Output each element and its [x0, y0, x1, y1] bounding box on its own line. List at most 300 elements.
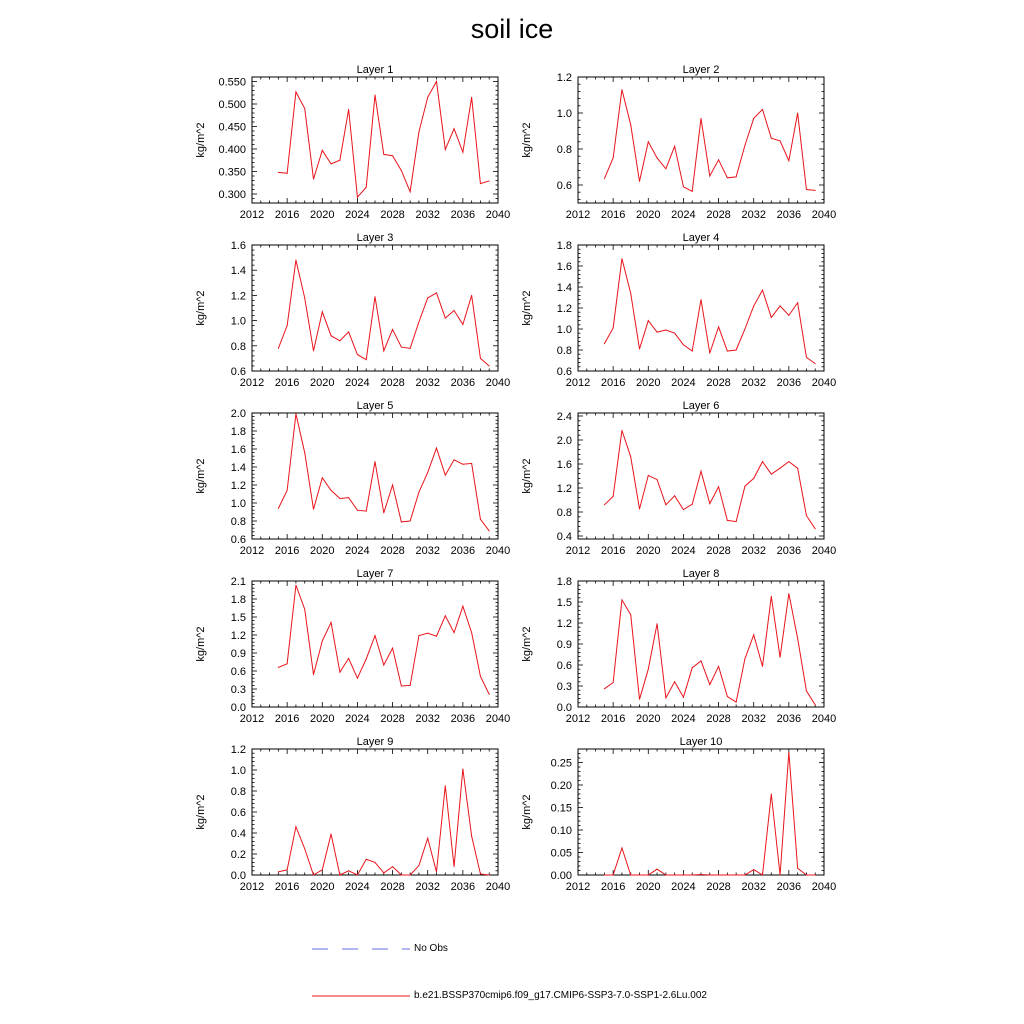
y-tick-label: 0.00	[550, 870, 572, 882]
y-tick-label: 0.6	[230, 807, 246, 819]
x-tick-label: 2020	[636, 881, 661, 893]
data-point	[780, 875, 781, 876]
data-point	[683, 186, 684, 187]
data-point	[410, 191, 411, 192]
data-point	[639, 181, 640, 182]
data-point	[736, 176, 737, 177]
data-point	[744, 658, 745, 659]
data-point	[753, 634, 754, 635]
data-point	[313, 350, 314, 351]
data-point	[357, 197, 358, 198]
y-axis-label: kg/m^2	[521, 122, 533, 158]
y-tick-label: 0.300	[218, 189, 246, 201]
data-point	[383, 154, 384, 155]
y-tick-label: 0.8	[230, 786, 246, 798]
y-tick-label: 0.6	[230, 666, 246, 678]
data-point	[410, 348, 411, 349]
y-tick-label: 0.0	[230, 702, 246, 714]
panel-layer-10	[521, 736, 836, 893]
data-point	[489, 530, 490, 531]
data-point	[331, 163, 332, 164]
data-point	[480, 519, 481, 520]
data-point	[657, 158, 658, 159]
data-point	[788, 160, 789, 161]
series-line	[278, 585, 489, 694]
data-point	[366, 187, 367, 188]
x-tick-label: 2016	[600, 209, 626, 221]
y-tick-label: 1.2	[230, 630, 246, 642]
x-tick-label: 2032	[415, 881, 440, 893]
data-point	[806, 875, 807, 876]
data-point	[427, 297, 428, 298]
y-tick-label: 0.20	[550, 780, 572, 792]
data-point	[287, 173, 288, 174]
data-point	[471, 632, 472, 633]
data-point	[304, 297, 305, 298]
data-point	[604, 504, 605, 505]
y-tick-label: 0.3	[556, 681, 572, 693]
data-point	[709, 684, 710, 685]
x-tick-label: 2028	[706, 713, 731, 725]
data-point	[674, 875, 675, 876]
data-point	[454, 632, 455, 633]
data-point	[604, 178, 605, 179]
x-tick-label: 2032	[741, 713, 766, 725]
data-point	[797, 113, 798, 114]
data-point	[780, 468, 781, 469]
data-point	[348, 870, 349, 871]
series-line	[278, 260, 489, 366]
data-point	[648, 875, 649, 876]
x-tick-label: 2020	[636, 545, 661, 557]
x-tick-label: 2036	[776, 545, 802, 557]
y-tick-label: 1.0	[230, 765, 246, 777]
data-point	[621, 89, 622, 90]
x-tick-label: 2036	[450, 377, 476, 389]
y-axis-label: kg/m^2	[195, 626, 207, 662]
data-point	[718, 875, 719, 876]
data-point	[436, 81, 437, 82]
data-point	[357, 354, 358, 355]
x-tick-label: 2012	[239, 377, 265, 389]
y-tick-label: 0.500	[218, 99, 246, 111]
data-point	[727, 520, 728, 521]
data-point	[692, 875, 693, 876]
data-point	[683, 344, 684, 345]
data-point	[375, 95, 376, 96]
data-point	[727, 696, 728, 697]
data-point	[815, 528, 816, 529]
data-point	[701, 471, 702, 472]
x-tick-label: 2028	[706, 377, 731, 389]
x-tick-label: 2036	[776, 377, 802, 389]
x-tick-label: 2040	[811, 377, 837, 389]
data-point	[806, 690, 807, 691]
x-tick-label: 2020	[310, 545, 335, 557]
data-point	[621, 430, 622, 431]
x-tick-label: 2016	[600, 713, 626, 725]
y-tick-label: 0.6	[230, 366, 246, 378]
data-point	[657, 869, 658, 870]
data-point	[480, 873, 481, 874]
data-point	[331, 490, 332, 491]
y-tick-label: 1.5	[230, 612, 246, 624]
data-point	[621, 258, 622, 259]
y-tick-label: 0.8	[556, 507, 572, 519]
x-tick-label: 2024	[671, 545, 696, 557]
data-point	[788, 461, 789, 462]
panel-layer-2	[521, 64, 836, 221]
data-point	[762, 666, 763, 667]
series-line	[278, 82, 489, 198]
data-point	[375, 862, 376, 863]
data-point	[339, 160, 340, 161]
data-point	[709, 176, 710, 177]
x-tick-label: 2040	[811, 545, 837, 557]
data-point	[392, 866, 393, 867]
data-point	[295, 413, 296, 414]
x-tick-label: 2016	[274, 881, 300, 893]
plot-frame	[578, 581, 824, 707]
data-point	[331, 834, 332, 835]
y-tick-label: 1.2	[230, 744, 246, 756]
x-tick-label: 2020	[310, 881, 335, 893]
data-point	[797, 638, 798, 639]
data-point	[736, 350, 737, 351]
data-point	[683, 509, 684, 510]
data-point	[613, 496, 614, 497]
data-point	[348, 109, 349, 110]
plot-frame	[578, 245, 824, 371]
y-tick-label: 0.8	[230, 340, 246, 353]
data-point	[471, 295, 472, 296]
data-point	[357, 510, 358, 511]
data-point	[815, 704, 816, 705]
x-tick-label: 2024	[671, 881, 696, 893]
data-point	[357, 678, 358, 679]
y-tick-label: 1.4	[556, 282, 572, 294]
y-tick-label: 0.6	[230, 534, 246, 546]
data-point	[621, 848, 622, 849]
x-tick-label: 2016	[600, 881, 626, 893]
data-point	[753, 478, 754, 479]
data-point	[604, 875, 605, 876]
data-point	[287, 869, 288, 870]
data-point	[401, 875, 402, 876]
data-point	[339, 340, 340, 341]
data-point	[771, 138, 772, 139]
data-point	[780, 140, 781, 141]
x-tick-label: 2020	[310, 713, 335, 725]
data-point	[401, 347, 402, 348]
data-point	[331, 335, 332, 336]
x-tick-label: 2012	[239, 881, 265, 893]
data-point	[762, 290, 763, 291]
x-tick-label: 2036	[776, 209, 802, 221]
y-tick-label: 1.6	[230, 444, 246, 456]
y-tick-label: 0.6	[556, 366, 572, 378]
data-point	[375, 635, 376, 636]
y-tick-label: 0.450	[218, 121, 246, 134]
x-tick-label: 2028	[706, 881, 731, 893]
data-point	[657, 332, 658, 333]
x-tick-label: 2028	[380, 881, 405, 893]
data-point	[762, 109, 763, 110]
plot-frame	[578, 413, 824, 539]
data-point	[322, 311, 323, 312]
data-point	[480, 183, 481, 184]
data-point	[744, 145, 745, 146]
data-point	[401, 170, 402, 171]
x-tick-label: 2028	[706, 209, 731, 221]
y-tick-label: 1.6	[230, 240, 246, 252]
x-tick-label: 2040	[811, 881, 837, 893]
y-tick-label: 1.2	[556, 618, 572, 630]
data-point	[427, 633, 428, 634]
data-point	[295, 585, 296, 586]
data-point	[665, 875, 666, 876]
data-point	[339, 498, 340, 499]
data-point	[806, 515, 807, 516]
data-point	[418, 131, 419, 132]
data-point	[410, 521, 411, 522]
data-point	[639, 509, 640, 510]
data-point	[771, 474, 772, 475]
x-tick-label: 2032	[741, 209, 766, 221]
data-point	[604, 343, 605, 344]
data-point	[436, 448, 437, 449]
x-tick-label: 2036	[776, 713, 802, 725]
data-point	[348, 497, 349, 498]
data-point	[295, 260, 296, 261]
data-point	[383, 872, 384, 873]
y-tick-label: 1.6	[556, 459, 572, 471]
data-point	[462, 768, 463, 769]
data-point	[445, 785, 446, 786]
data-point	[295, 91, 296, 92]
legend-no-obs-label: No Obs	[414, 943, 448, 954]
data-point	[375, 461, 376, 462]
data-point	[648, 320, 649, 321]
panel-title: Layer 6	[682, 400, 720, 412]
x-tick-label: 2032	[415, 377, 440, 389]
data-point	[480, 358, 481, 359]
data-point	[304, 848, 305, 849]
x-tick-label: 2020	[310, 209, 335, 221]
data-point	[401, 686, 402, 687]
data-point	[692, 351, 693, 352]
data-point	[480, 676, 481, 677]
data-point	[331, 622, 332, 623]
x-tick-label: 2028	[706, 545, 731, 557]
data-point	[788, 752, 789, 753]
data-point	[604, 688, 605, 689]
data-point	[489, 180, 490, 181]
data-point	[630, 875, 631, 876]
data-point	[436, 292, 437, 293]
x-tick-label: 2040	[811, 209, 837, 221]
data-point	[613, 875, 614, 876]
data-point	[613, 158, 614, 159]
data-point	[639, 875, 640, 876]
data-point	[392, 485, 393, 486]
data-point	[780, 305, 781, 306]
y-tick-label: 2.0	[556, 435, 572, 447]
data-point	[366, 359, 367, 360]
panel-layer-4	[521, 232, 836, 389]
data-point	[718, 666, 719, 667]
data-point	[630, 124, 631, 125]
y-tick-label: 0.10	[550, 825, 572, 837]
y-axis-label: kg/m^2	[521, 290, 533, 326]
x-tick-label: 2012	[239, 545, 265, 557]
data-point	[648, 141, 649, 142]
data-point	[278, 172, 279, 173]
y-tick-label: 1.2	[556, 483, 572, 495]
y-tick-label: 0.6	[556, 180, 572, 192]
data-point	[278, 348, 279, 349]
x-tick-label: 2012	[239, 713, 265, 725]
x-tick-label: 2036	[450, 713, 476, 725]
data-point	[788, 593, 789, 594]
panel-layer-7	[195, 568, 510, 725]
data-point	[445, 615, 446, 616]
y-tick-label: 0.350	[218, 166, 246, 179]
data-point	[683, 697, 684, 698]
y-axis-label: kg/m^2	[521, 794, 533, 830]
y-tick-label: 0.8	[556, 144, 572, 156]
data-point	[771, 317, 772, 318]
y-tick-label: 1.0	[230, 315, 246, 328]
data-point	[815, 875, 816, 876]
x-tick-label: 2032	[741, 377, 766, 389]
data-point	[366, 511, 367, 512]
data-point	[657, 479, 658, 480]
data-point	[665, 504, 666, 505]
data-point	[806, 357, 807, 358]
data-point	[489, 365, 490, 366]
x-tick-label: 2016	[274, 545, 300, 557]
panel-title: Layer 10	[679, 736, 723, 748]
x-tick-label: 2036	[450, 209, 476, 221]
x-tick-label: 2032	[741, 545, 766, 557]
x-tick-label: 2020	[636, 713, 661, 725]
x-tick-label: 2032	[415, 209, 440, 221]
y-tick-label: 0.15	[550, 802, 572, 815]
data-point	[674, 681, 675, 682]
x-tick-label: 2032	[415, 713, 440, 725]
data-point	[322, 641, 323, 642]
data-point	[489, 875, 490, 876]
data-point	[771, 596, 772, 597]
data-point	[744, 329, 745, 330]
y-tick-label: 1.8	[230, 426, 246, 438]
x-tick-label: 2024	[671, 209, 696, 221]
y-axis-label: kg/m^2	[195, 290, 207, 326]
data-point	[295, 826, 296, 827]
y-tick-label: 1.8	[556, 576, 572, 588]
panel-layer-5	[195, 400, 510, 557]
y-axis-label: kg/m^2	[195, 458, 207, 494]
data-point	[313, 179, 314, 180]
data-point	[797, 868, 798, 869]
x-tick-label: 2012	[565, 209, 591, 221]
data-point	[674, 333, 675, 334]
data-point	[753, 118, 754, 119]
x-tick-label: 2024	[671, 713, 696, 725]
data-point	[744, 875, 745, 876]
panel-title: Layer 1	[356, 64, 394, 76]
data-point	[648, 669, 649, 670]
data-point	[366, 859, 367, 860]
data-point	[753, 869, 754, 870]
data-point	[639, 348, 640, 349]
panel-title: Layer 8	[682, 568, 720, 580]
panel-layer-3	[195, 232, 510, 389]
y-tick-label: 1.4	[230, 462, 246, 474]
x-tick-label: 2028	[380, 713, 405, 725]
y-tick-label: 0.05	[550, 847, 572, 860]
data-point	[701, 660, 702, 661]
data-point	[410, 685, 411, 686]
y-tick-label: 0.550	[218, 76, 246, 89]
x-tick-label: 2020	[636, 209, 661, 221]
data-point	[322, 869, 323, 870]
panel-title: Layer 4	[682, 232, 720, 244]
data-point	[683, 875, 684, 876]
data-point	[709, 875, 710, 876]
data-point	[718, 326, 719, 327]
y-tick-label: 1.4	[230, 265, 246, 278]
data-point	[454, 866, 455, 867]
data-point	[278, 871, 279, 872]
x-tick-label: 2012	[565, 377, 591, 389]
data-point	[348, 331, 349, 332]
data-point	[489, 694, 490, 695]
data-point	[357, 875, 358, 876]
series-line	[604, 594, 815, 705]
data-point	[727, 351, 728, 352]
data-point	[418, 492, 419, 493]
data-point	[780, 657, 781, 658]
x-tick-label: 2040	[485, 377, 511, 389]
data-point	[383, 512, 384, 513]
data-point	[621, 599, 622, 600]
data-point	[304, 452, 305, 453]
panel-title: Layer 2	[682, 64, 720, 76]
data-point	[806, 189, 807, 190]
data-point	[462, 324, 463, 325]
y-tick-label: 0.3	[230, 684, 246, 696]
data-point	[788, 315, 789, 316]
y-tick-label: 2.1	[230, 576, 246, 588]
x-tick-label: 2040	[485, 881, 511, 893]
data-point	[815, 190, 816, 191]
data-point	[692, 191, 693, 192]
panel-layer-6	[521, 400, 836, 557]
data-point	[322, 150, 323, 151]
x-tick-label: 2024	[671, 377, 696, 389]
data-point	[701, 874, 702, 875]
data-point	[392, 329, 393, 330]
data-point	[630, 614, 631, 615]
data-point	[815, 363, 816, 364]
data-point	[630, 456, 631, 457]
figure-title: soil ice	[470, 14, 554, 44]
panel-title: Layer 7	[356, 568, 394, 580]
y-tick-label: 1.2	[230, 290, 246, 303]
x-tick-label: 2020	[310, 377, 335, 389]
